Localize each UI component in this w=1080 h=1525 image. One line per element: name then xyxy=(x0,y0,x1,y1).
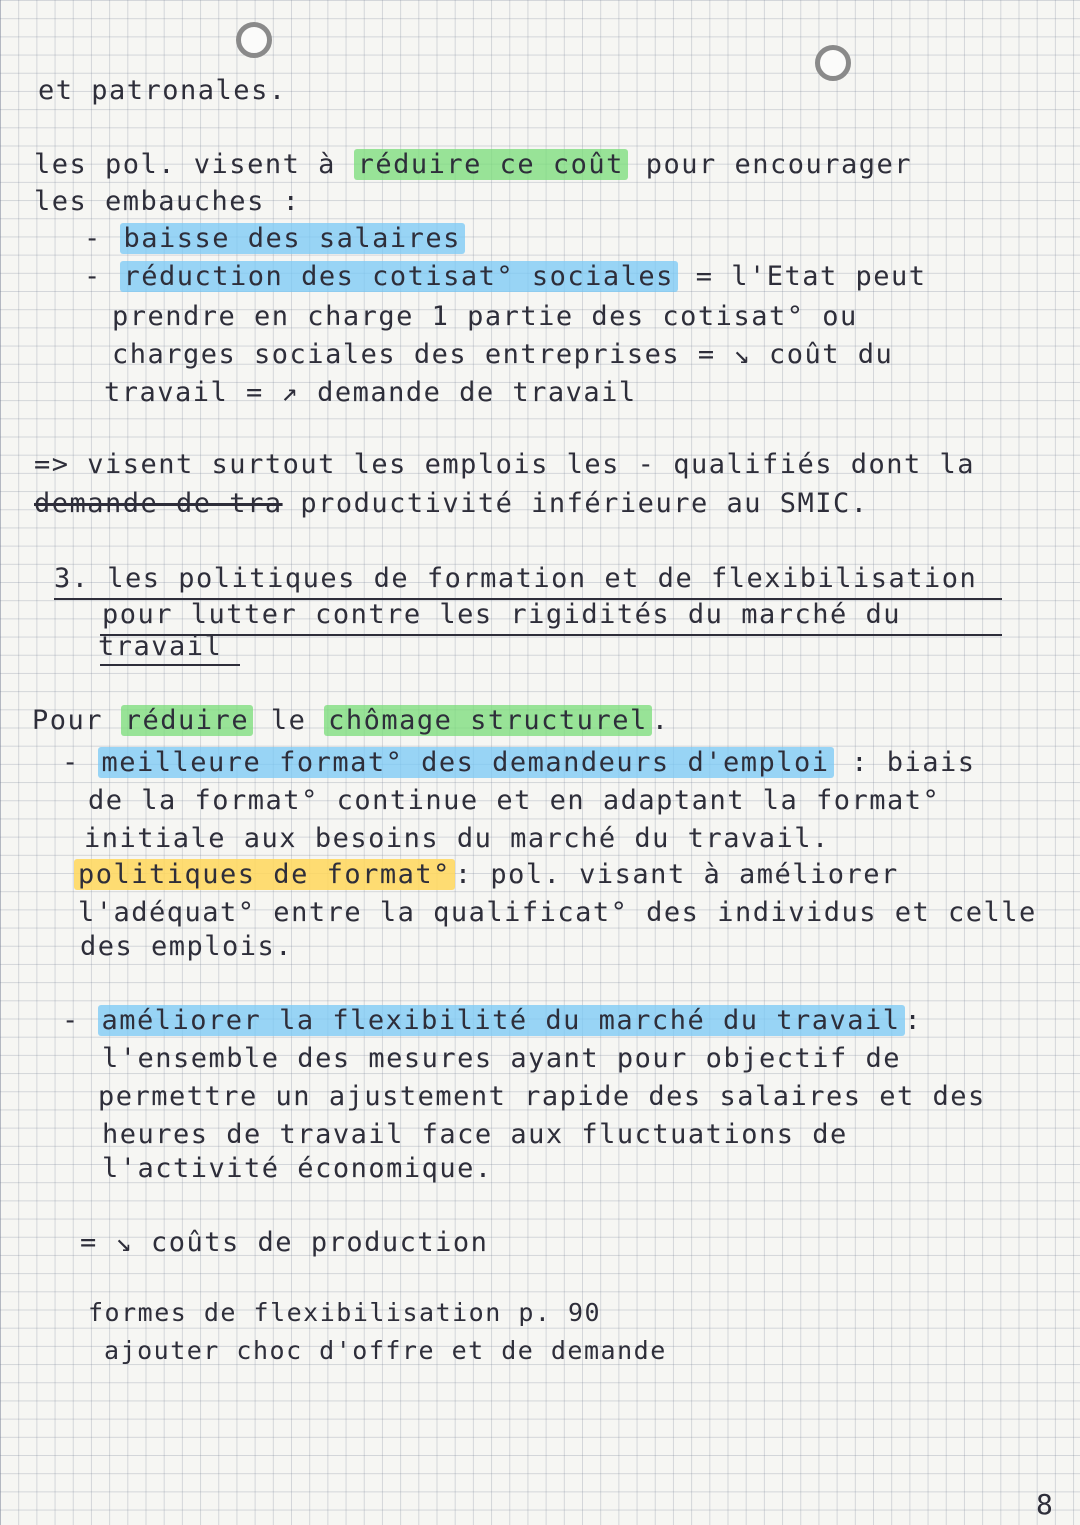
note-text: = ↘ coûts de production xyxy=(80,1227,489,1258)
note-text: . xyxy=(651,705,670,736)
section-heading-text: 3. les politiques de formation et de flexibilisation xyxy=(54,563,978,594)
bullet: - xyxy=(84,261,120,292)
heading-underline xyxy=(100,634,1002,636)
note-text: heures de travail face aux fluctuations de xyxy=(102,1119,848,1150)
note-text: prendre en charge 1 partie des cotisat° ou xyxy=(112,301,858,332)
crossed-out-text: demande de tra xyxy=(34,488,283,519)
note-line-3 xyxy=(34,185,300,219)
note-line-1 xyxy=(38,74,287,108)
note-line-23 xyxy=(80,1226,488,1260)
highlight-meilleure-formation: meilleure format° des demandeurs d'emploi xyxy=(98,747,834,778)
note-line-13 xyxy=(88,784,940,818)
section-heading-line-2 xyxy=(102,598,901,632)
note-text: formes de flexibilisation p. 90 xyxy=(88,1298,602,1327)
note-line-11 xyxy=(32,704,669,738)
highlight-flexibilite-marche: améliorer la flexibilité du marché du travail xyxy=(98,1005,905,1036)
highlight-reduire: réduire xyxy=(121,705,253,736)
note-text: l'adéquat° entre la qualificat° des individus et celle xyxy=(78,897,1037,928)
note-line-14 xyxy=(84,822,830,856)
note-text: ajouter choc d'offre et de demande xyxy=(104,1336,667,1365)
note-text: et patronales. xyxy=(38,75,287,106)
note-line-2 xyxy=(34,148,912,182)
note-text: => visent surtout les emplois les - qualifiés dont la xyxy=(34,449,976,480)
note-line-4 xyxy=(84,222,465,256)
note-text: charges sociales des entreprises = ↘ coût du xyxy=(112,339,894,370)
section-heading-text: travail xyxy=(98,631,223,662)
note-text: Pour xyxy=(32,705,121,736)
bullet: - xyxy=(84,223,120,254)
heading-underline xyxy=(100,664,240,666)
page-margin-line xyxy=(0,0,1,1525)
highlight-baisse-salaires: baisse des salaires xyxy=(120,223,465,254)
highlight-reduire-cout: réduire ce coût xyxy=(354,149,628,180)
note-line-10 xyxy=(34,487,869,521)
note-text: : pol. visant à améliorer xyxy=(454,859,899,890)
note-line-16 xyxy=(78,896,1037,930)
note-text: productivité inférieure au SMIC. xyxy=(282,488,869,519)
highlight-reduction-cotisations: réduction des cotisat° sociales xyxy=(120,261,678,292)
highlight-chomage-structurel: chômage structurel xyxy=(324,705,652,736)
note-line-7 xyxy=(112,338,893,372)
note-text: permettre un ajustement rapide des salaires et des xyxy=(98,1081,986,1112)
note-line-17 xyxy=(80,930,293,964)
note-line-15 xyxy=(74,858,899,892)
bullet: - xyxy=(62,747,98,778)
note-text: = l'Etat peut xyxy=(677,261,927,292)
note-line-24 xyxy=(88,1296,601,1330)
section-heading-line-1 xyxy=(54,562,977,596)
note-text: pour encourager xyxy=(627,149,913,180)
bullet: - xyxy=(62,1005,98,1036)
note-text: des emplois. xyxy=(80,931,294,962)
note-text: l'ensemble des mesures ayant pour objectif de xyxy=(102,1043,901,1074)
punch-hole-right xyxy=(815,45,851,81)
note-text: : xyxy=(904,1005,923,1036)
note-line-12 xyxy=(62,746,976,780)
note-line-18 xyxy=(62,1004,922,1038)
page-number: 8 xyxy=(1036,1488,1053,1521)
note-text: : biais xyxy=(833,747,976,778)
note-line-22 xyxy=(102,1152,493,1186)
note-line-9 xyxy=(34,448,975,482)
note-line-19 xyxy=(102,1042,901,1076)
section-heading-text: pour lutter contre les rigidités du marché du xyxy=(102,599,901,630)
note-line-8 xyxy=(104,376,637,410)
note-text: l'activité économique. xyxy=(102,1153,493,1184)
punch-hole-left xyxy=(236,22,272,58)
section-heading-line-3 xyxy=(98,630,222,664)
note-line-6 xyxy=(112,300,858,334)
note-line-21 xyxy=(102,1118,848,1152)
note-text: les pol. visent à xyxy=(34,149,354,180)
note-line-5 xyxy=(84,260,927,294)
note-text: le xyxy=(253,705,325,736)
highlight-politiques-formation: politiques de format° xyxy=(74,859,455,890)
note-text: initiale aux besoins du marché du travail. xyxy=(84,823,830,854)
note-text: travail = ↗ demande de travail xyxy=(104,377,637,408)
note-line-20 xyxy=(98,1080,986,1114)
note-text: de la format° continue et en adaptant la format° xyxy=(88,785,941,816)
note-line-25 xyxy=(104,1334,667,1368)
note-text: les embauches : xyxy=(34,186,301,217)
